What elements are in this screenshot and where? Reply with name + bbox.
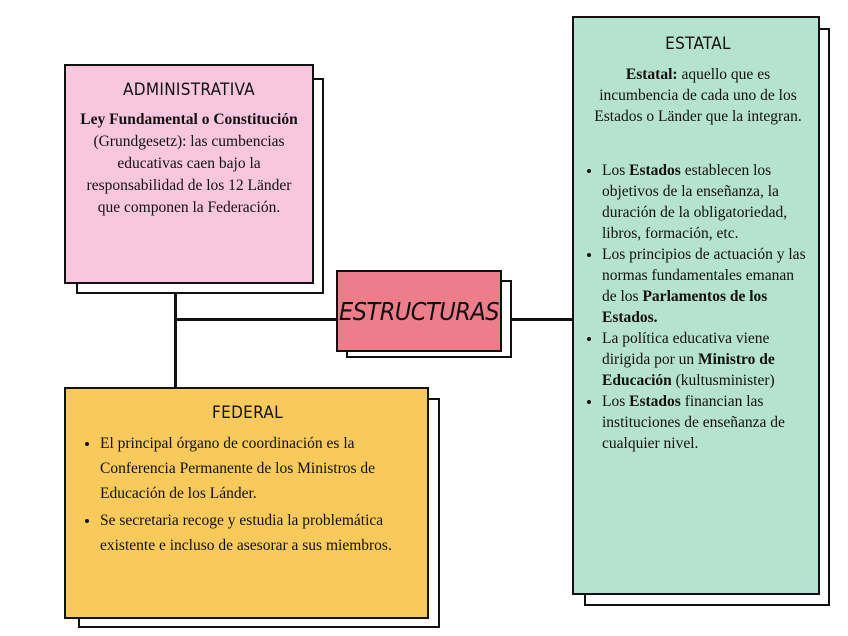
administrativa-title: ADMINISTRATIVA [123, 80, 255, 100]
administrativa-bold: Ley Fundamental o Constitución [80, 111, 298, 128]
administrativa-box [64, 64, 314, 284]
estatal-item-2: • Los principios de actuación y las normas fundamentales emanan de los Parlamentos de los Estados. [602, 244, 810, 328]
estatal-intro-text: aquello que es incumbencia de cada uno de los Estados o Länder que la integran. [594, 66, 802, 125]
federal-item-2: • Se secretaria recoge y estudia la problemática existente e incluso de asesorar a sus miembros. [100, 508, 413, 558]
estatal-item-4: • Los Estados financian las instituciones de enseñanza de cualquier nivel. [602, 391, 810, 454]
estatal-item-3: • La política educativa viene dirigida por un Ministro de Educación (kultusminister) [602, 328, 810, 391]
estatal-list [586, 160, 810, 454]
estatal-box [572, 16, 820, 595]
administrativa-text [76, 109, 302, 219]
center-box [336, 270, 502, 352]
federal-item-1: • El principal órgano de coordinación es la Conferencia Permanente de los Ministros de Educación de los Lánder. [100, 431, 413, 506]
federal-list [82, 431, 413, 558]
estatal-intro-bold: Estatal: [625, 66, 678, 83]
administrativa-body: (Grundgesetz): las cumbencias educativas caen bajo la responsabilidad de los 12 Länder que componen la Federación. [86, 133, 292, 216]
estatal-item-1: • Los Estados establecen los objetivos de la enseñanza, la duración de la obligatoriedad, libros, formación, etc. [602, 160, 810, 244]
federal-box [64, 387, 429, 619]
connector-left [174, 318, 340, 321]
center-title: ESTRUCTURAS [338, 296, 499, 326]
estatal-title: ESTATAL [665, 34, 731, 54]
federal-title: FEDERAL [212, 403, 283, 423]
connector-right [510, 318, 576, 321]
connector-vertical [174, 288, 177, 388]
estatal-intro [586, 64, 810, 127]
